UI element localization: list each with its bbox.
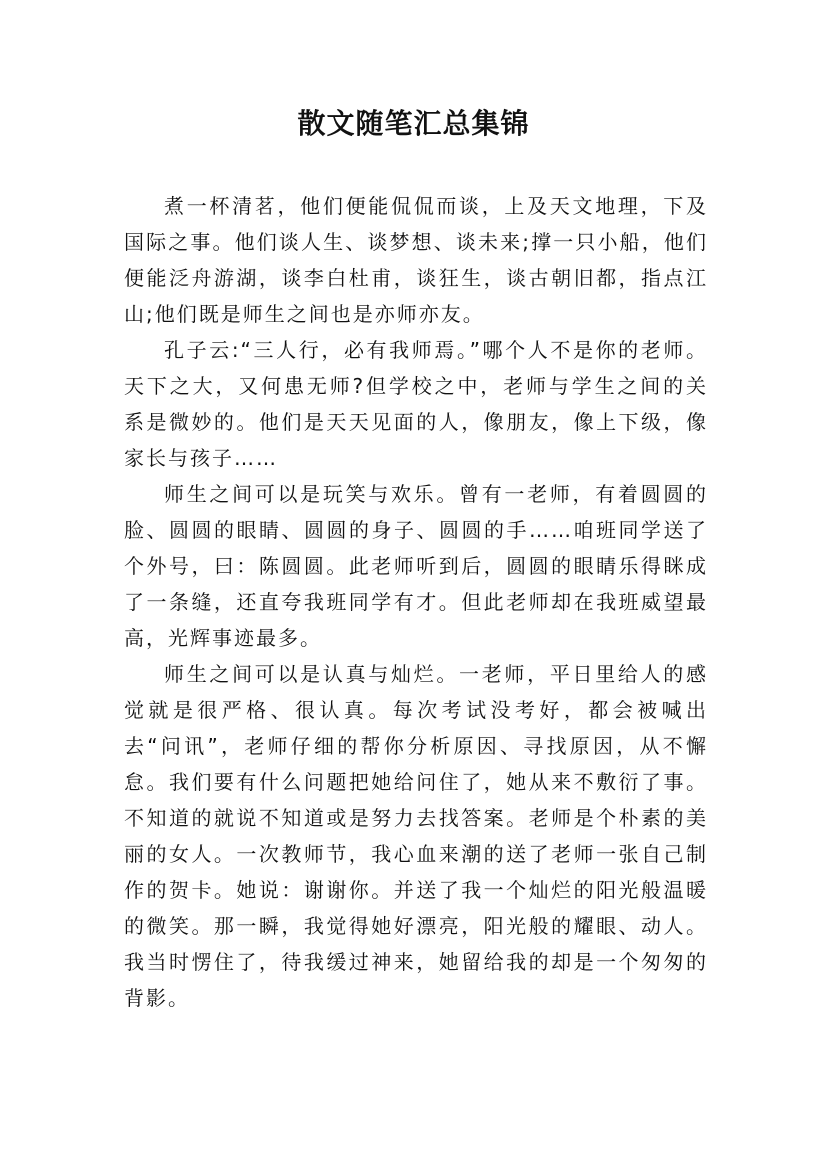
- document-body: [124, 188, 708, 1016]
- document-title: 散文随笔汇总集锦: [297, 107, 530, 140]
- paragraph-3: 师生之间可以是玩笑与欢乐。曾有一老师，有着圆圆的脸、圆圆的眼睛、圆圆的身子、圆圆的手……咱班同学送了个外号，曰：陈圆圆。此老师听到后，圆圆的眼睛乐得眯成了一条缝，还直夸我班同学有才。但此老师却在我班威望最高，光辉事迹最多。: [124, 482, 708, 650]
- paragraph-1: 煮一杯清茗，他们便能侃侃而谈，上及天文地理，下及国际之事。他们谈人生、谈梦想、谈未来;撑一只小船，他们便能泛舟游湖，谈李白杜甫，谈狂生，谈古朝旧都，指点江山;他们既是师生之间也是亦师亦友。: [124, 194, 708, 326]
- paragraph-2: 孔子云:“三人行，必有我师焉。”哪个人不是你的老师。天下之大，又何患无师?但学校之中，老师与学生之间的关系是微妙的。他们是天天见面的人，像朋友，像上下级，像家长与孩子……: [124, 338, 708, 470]
- paragraph-4: 师生之间可以是认真与灿烂。一老师，平日里给人的感觉就是很严格、很认真。每次考试没考好，都会被喊出去“问讯”，老师仔细的帮你分析原因、寻找原因，从不懈怠。我们要有什么问题把她给问住了，她从来不敷衍了事。不知道的就说不知道或是努力去找答案。老师是个朴素的美丽的女人。一次教师节，我心血来潮的送了老师一张自己制作的贺卡。她说：谢谢你。并送了我一个灿烂的阳光般温暖的微笑。那一瞬，我觉得她好漂亮，阳光般的耀眼、动人。我当时愣住了，待我缓过神来，她留给我的却是一个匆匆的背影。: [124, 662, 708, 1010]
